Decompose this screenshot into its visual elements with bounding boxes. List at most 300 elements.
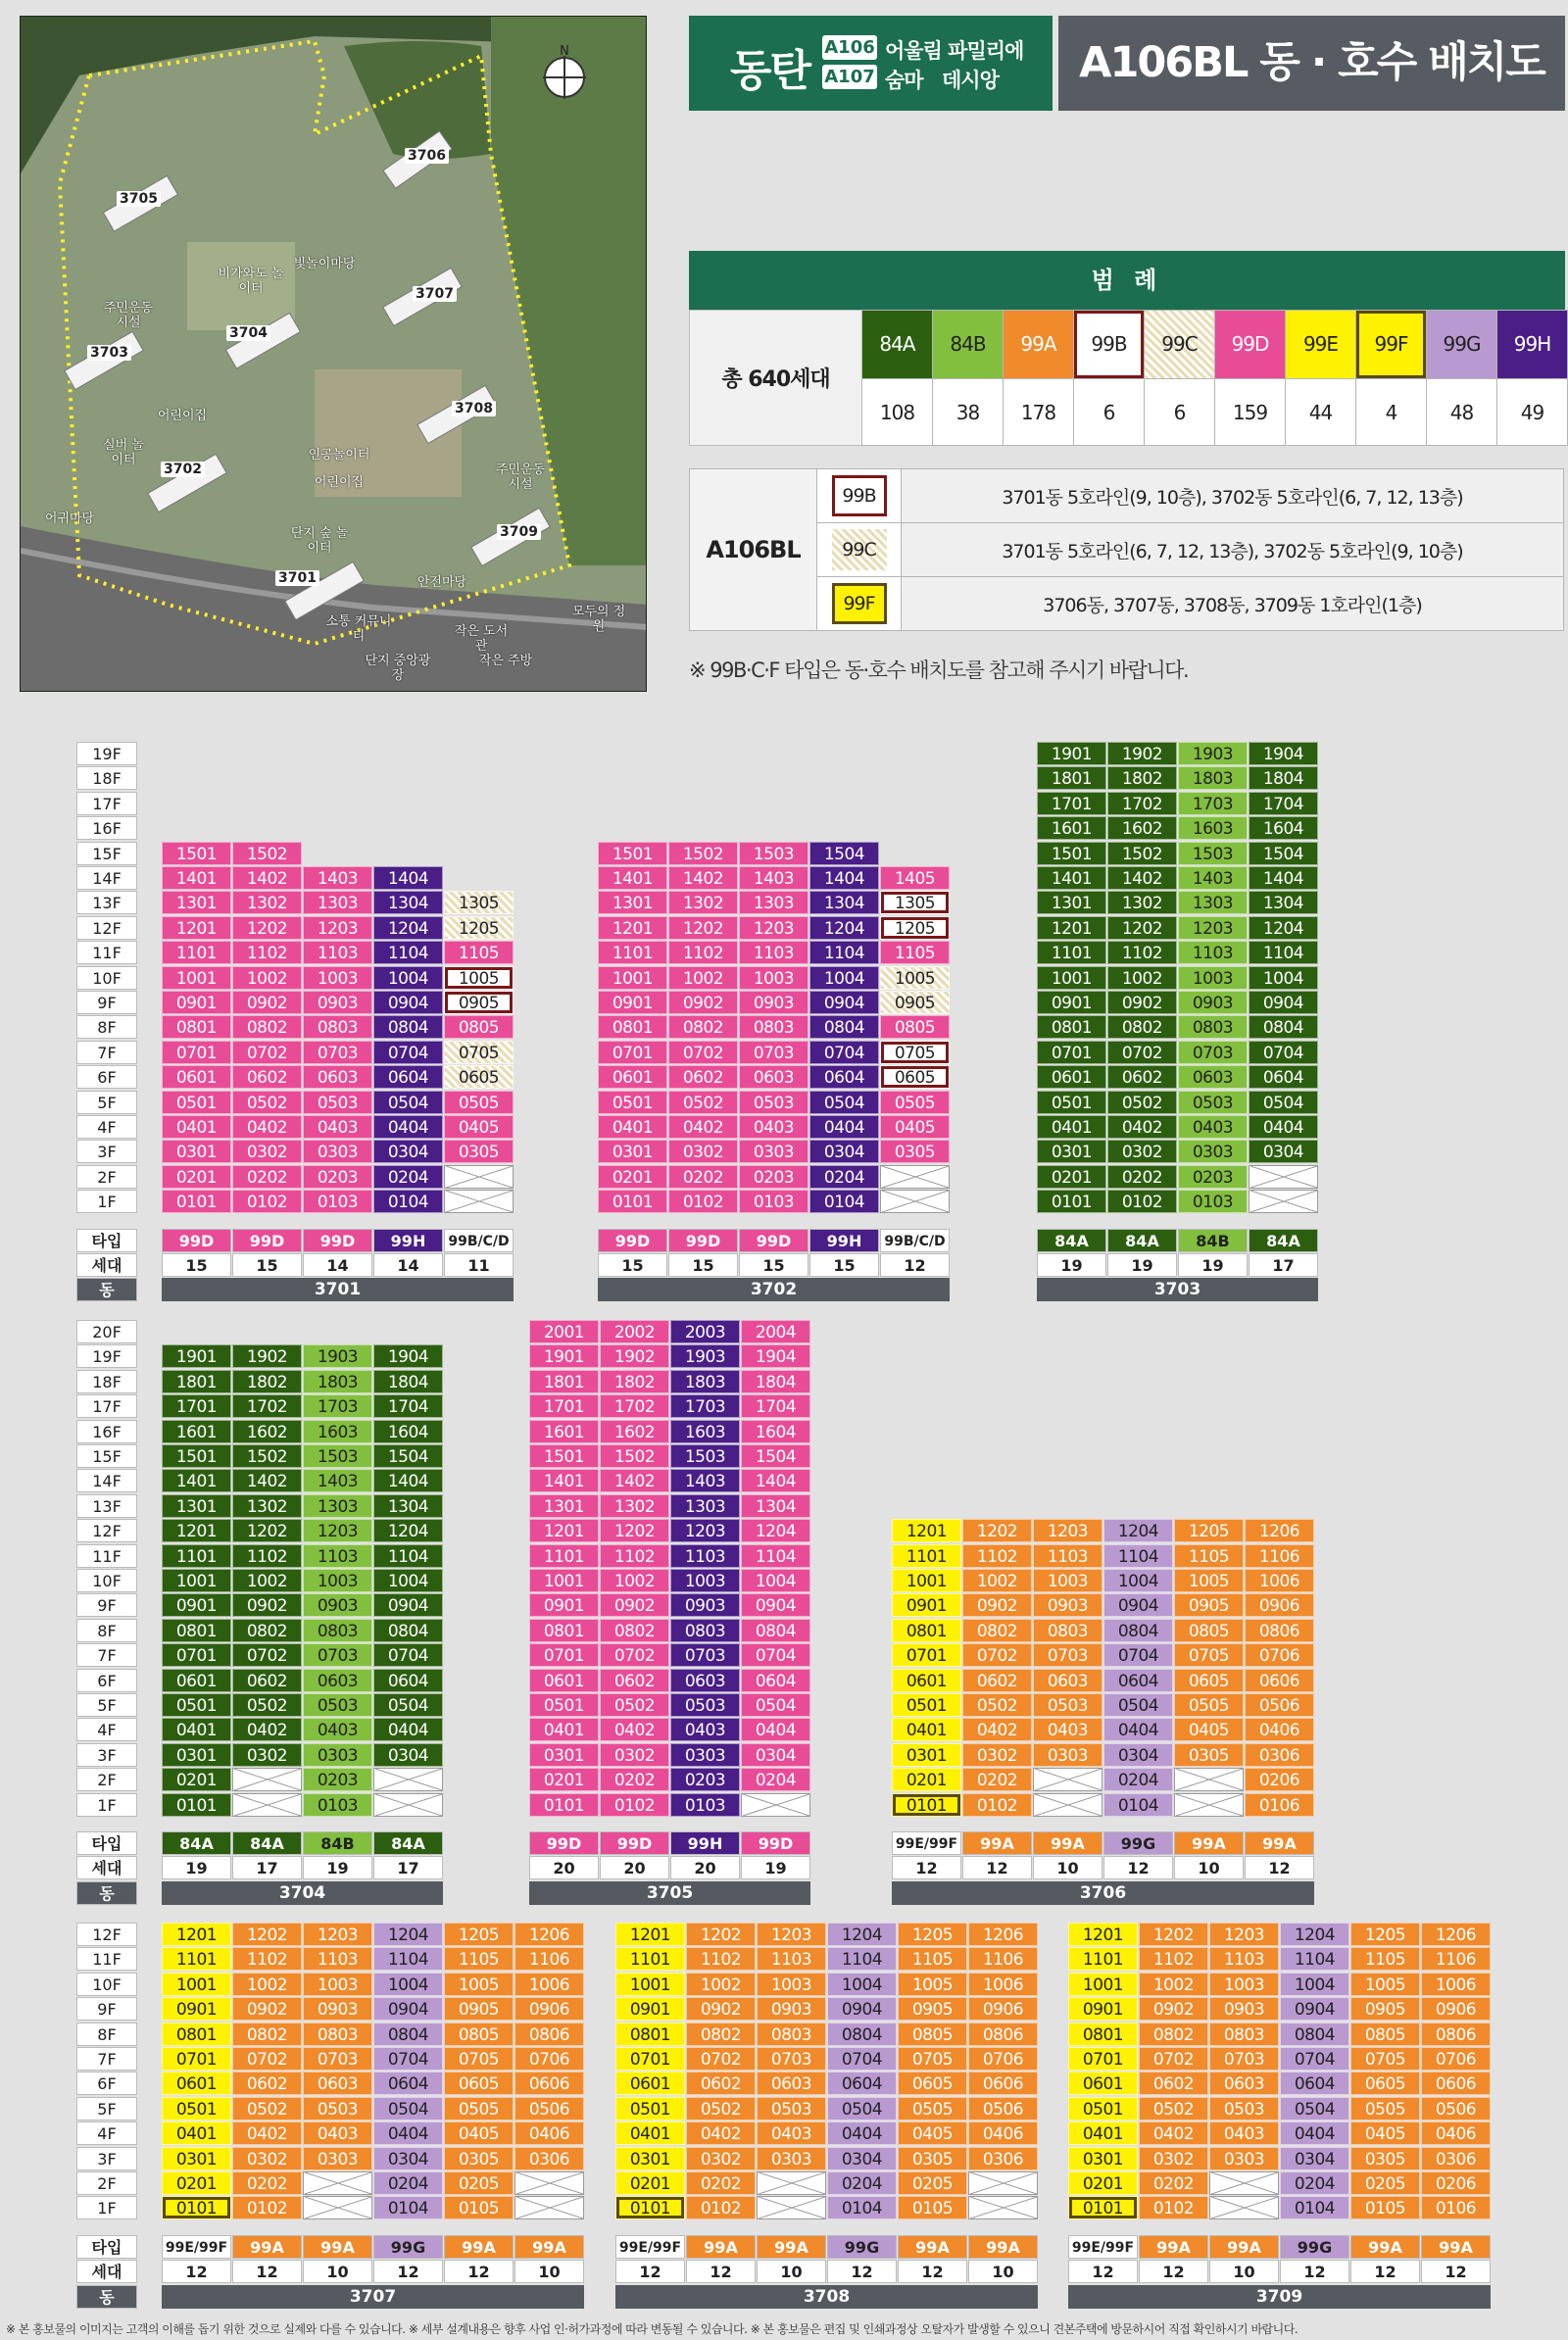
unit-3704-1803[interactable]: 1803	[303, 1370, 372, 1393]
unit-3706-1001[interactable]: 1001	[892, 1569, 961, 1592]
unit-3707-0204[interactable]: 0204	[373, 2171, 443, 2195]
unit-3703-0902[interactable]: 0902	[1107, 991, 1177, 1014]
unit-3708-1005[interactable]: 1005	[898, 1973, 967, 1996]
unit-3709-1102[interactable]: 1102	[1139, 1947, 1208, 1971]
unit-3709-1101[interactable]: 1101	[1068, 1947, 1138, 1971]
unit-3703-1202[interactable]: 1202	[1107, 916, 1177, 940]
unit-3705-1304[interactable]: 1304	[741, 1494, 810, 1518]
unit-3709-0903[interactable]: 0903	[1209, 1997, 1279, 2021]
unit-3705-1902[interactable]: 1902	[600, 1344, 669, 1368]
unit-3709-1002[interactable]: 1002	[1139, 1973, 1208, 1996]
unit-3708-1101[interactable]: 1101	[615, 1947, 685, 1971]
unit-3701-1101[interactable]: 1101	[162, 941, 231, 964]
unit-3706-0605[interactable]: 0605	[1174, 1669, 1244, 1692]
unit-3706-1203[interactable]: 1203	[1033, 1519, 1102, 1542]
unit-3707-0901[interactable]: 0901	[162, 1997, 231, 2021]
unit-3702-0104[interactable]: 0104	[809, 1190, 879, 1213]
unit-3706-0904[interactable]: 0904	[1103, 1593, 1173, 1617]
unit-3708-0703[interactable]: 0703	[757, 2047, 826, 2071]
unit-3709-0901[interactable]: 0901	[1068, 1997, 1138, 2021]
unit-3701-1502[interactable]: 1502	[232, 842, 302, 865]
unit-3705-1201[interactable]: 1201	[529, 1519, 599, 1542]
unit-3705-1402[interactable]: 1402	[600, 1469, 669, 1492]
unit-3707-1103[interactable]: 1103	[303, 1947, 372, 1971]
unit-3708-0204[interactable]: 0204	[827, 2171, 897, 2195]
unit-3703-0801[interactable]: 0801	[1037, 1015, 1106, 1039]
unit-3709-0201[interactable]: 0201	[1068, 2171, 1138, 2195]
unit-3706-1003[interactable]: 1003	[1033, 1569, 1102, 1592]
unit-3703-0901[interactable]: 0901	[1037, 991, 1106, 1014]
unit-3703-0402[interactable]: 0402	[1107, 1115, 1177, 1139]
unit-3709-0702[interactable]: 0702	[1139, 2047, 1208, 2071]
unit-3705-0303[interactable]: 0303	[670, 1743, 740, 1767]
unit-3709-0805[interactable]: 0805	[1350, 2023, 1420, 2046]
unit-3707-0705[interactable]: 0705	[444, 2047, 514, 2071]
unit-3702-0701[interactable]: 0701	[598, 1041, 667, 1064]
unit-3707-0205[interactable]: 0205	[444, 2171, 514, 2195]
unit-3702-0304[interactable]: 0304	[809, 1140, 879, 1163]
unit-3707-0804[interactable]: 0804	[373, 2023, 443, 2046]
unit-3705-0602[interactable]: 0602	[600, 1669, 669, 1692]
unit-3709-0404[interactable]: 0404	[1280, 2121, 1349, 2145]
unit-3705-0604[interactable]: 0604	[741, 1669, 810, 1692]
unit-3709-0601[interactable]: 0601	[1068, 2072, 1138, 2095]
unit-3707-0806[interactable]: 0806	[514, 2023, 584, 2046]
unit-3707-1205[interactable]: 1205	[444, 1923, 514, 1946]
unit-3703-1304[interactable]: 1304	[1249, 891, 1318, 914]
unit-3703-0201[interactable]: 0201	[1037, 1165, 1106, 1189]
unit-3702-0605[interactable]: 0605	[880, 1065, 950, 1089]
unit-3708-1106[interactable]: 1106	[968, 1947, 1038, 1971]
unit-3707-1102[interactable]: 1102	[232, 1947, 302, 1971]
unit-3701-1304[interactable]: 1304	[373, 891, 443, 914]
unit-3701-1104[interactable]: 1104	[373, 941, 443, 964]
unit-3702-0801[interactable]: 0801	[598, 1015, 667, 1039]
unit-3706-0301[interactable]: 0301	[892, 1743, 961, 1767]
unit-3703-1901[interactable]: 1901	[1037, 742, 1106, 765]
unit-3702-0703[interactable]: 0703	[739, 1041, 808, 1064]
unit-3707-0101[interactable]: 0101	[162, 2196, 231, 2219]
unit-3709-1001[interactable]: 1001	[1068, 1973, 1138, 1996]
unit-3706-1202[interactable]: 1202	[962, 1519, 1032, 1542]
unit-3704-1003[interactable]: 1003	[303, 1569, 372, 1592]
unit-3708-1201[interactable]: 1201	[615, 1923, 685, 1946]
unit-3703-0704[interactable]: 0704	[1249, 1041, 1318, 1064]
unit-3705-0901[interactable]: 0901	[529, 1593, 599, 1617]
unit-3706-0106[interactable]: 0106	[1245, 1793, 1314, 1817]
unit-3706-0404[interactable]: 0404	[1103, 1718, 1173, 1741]
unit-3706-0403[interactable]: 0403	[1033, 1718, 1102, 1741]
unit-3709-0403[interactable]: 0403	[1209, 2121, 1279, 2145]
unit-3702-1304[interactable]: 1304	[809, 891, 879, 914]
unit-3702-0704[interactable]: 0704	[809, 1041, 879, 1064]
unit-3705-1703[interactable]: 1703	[670, 1394, 740, 1418]
unit-3705-1602[interactable]: 1602	[600, 1420, 669, 1443]
unit-3706-0803[interactable]: 0803	[1033, 1619, 1102, 1642]
unit-3704-1601[interactable]: 1601	[162, 1420, 231, 1443]
unit-3707-0601[interactable]: 0601	[162, 2072, 231, 2095]
unit-3709-0603[interactable]: 0603	[1209, 2072, 1279, 2095]
unit-3707-0401[interactable]: 0401	[162, 2121, 231, 2145]
unit-3707-0903[interactable]: 0903	[303, 1997, 372, 2021]
unit-3702-1104[interactable]: 1104	[809, 941, 879, 964]
unit-3709-0604[interactable]: 0604	[1280, 2072, 1349, 2095]
unit-3704-0303[interactable]: 0303	[303, 1743, 372, 1767]
unit-3706-0206[interactable]: 0206	[1245, 1768, 1314, 1791]
unit-3705-1702[interactable]: 1702	[600, 1394, 669, 1418]
unit-3705-0503[interactable]: 0503	[670, 1693, 740, 1717]
unit-3701-1301[interactable]: 1301	[162, 891, 231, 914]
unit-3706-0801[interactable]: 0801	[892, 1619, 961, 1642]
unit-3706-0302[interactable]: 0302	[962, 1743, 1032, 1767]
unit-3703-1002[interactable]: 1002	[1107, 966, 1177, 990]
unit-3704-1302[interactable]: 1302	[232, 1494, 302, 1518]
unit-3707-1005[interactable]: 1005	[444, 1973, 514, 1996]
unit-3708-0201[interactable]: 0201	[615, 2171, 685, 2195]
unit-3704-1802[interactable]: 1802	[232, 1370, 302, 1393]
unit-3704-1102[interactable]: 1102	[232, 1544, 302, 1568]
unit-3702-1005[interactable]: 1005	[880, 966, 950, 990]
unit-3708-0506[interactable]: 0506	[968, 2097, 1038, 2121]
unit-3701-0605[interactable]: 0605	[444, 1065, 514, 1089]
unit-3707-0506[interactable]: 0506	[514, 2097, 584, 2121]
unit-3708-0704[interactable]: 0704	[827, 2047, 897, 2071]
unit-3706-0101[interactable]: 0101	[892, 1793, 961, 1817]
unit-3701-0202[interactable]: 0202	[232, 1165, 302, 1189]
unit-3703-1502[interactable]: 1502	[1107, 842, 1177, 865]
unit-3702-0504[interactable]: 0504	[809, 1091, 879, 1114]
unit-3707-0703[interactable]: 0703	[303, 2047, 372, 2071]
unit-3707-0702[interactable]: 0702	[232, 2047, 302, 2071]
unit-3705-1501[interactable]: 1501	[529, 1444, 599, 1468]
unit-3705-1901[interactable]: 1901	[529, 1344, 599, 1368]
unit-3705-1601[interactable]: 1601	[529, 1420, 599, 1443]
unit-3707-0102[interactable]: 0102	[232, 2196, 302, 2219]
unit-3705-1302[interactable]: 1302	[600, 1494, 669, 1518]
unit-3701-1001[interactable]: 1001	[162, 966, 231, 990]
unit-3709-0202[interactable]: 0202	[1139, 2171, 1208, 2195]
unit-3704-0602[interactable]: 0602	[232, 1669, 302, 1692]
unit-3709-0506[interactable]: 0506	[1421, 2097, 1491, 2121]
unit-3706-0703[interactable]: 0703	[1033, 1643, 1102, 1667]
unit-3709-0106[interactable]: 0106	[1421, 2196, 1491, 2219]
unit-3709-0606[interactable]: 0606	[1421, 2072, 1491, 2095]
unit-3707-0905[interactable]: 0905	[444, 1997, 514, 2021]
unit-3703-0602[interactable]: 0602	[1107, 1065, 1177, 1089]
unit-3703-1501[interactable]: 1501	[1037, 842, 1106, 865]
unit-3709-1004[interactable]: 1004	[1280, 1973, 1349, 1996]
unit-3703-0303[interactable]: 0303	[1178, 1140, 1248, 1163]
unit-3703-0101[interactable]: 0101	[1037, 1190, 1106, 1213]
unit-3707-0602[interactable]: 0602	[232, 2072, 302, 2095]
unit-3704-1504[interactable]: 1504	[373, 1444, 443, 1468]
unit-3701-0404[interactable]: 0404	[373, 1115, 443, 1139]
unit-3706-0505[interactable]: 0505	[1174, 1693, 1244, 1717]
unit-3702-1404[interactable]: 1404	[809, 866, 879, 890]
unit-3704-0902[interactable]: 0902	[232, 1593, 302, 1617]
unit-3709-1204[interactable]: 1204	[1280, 1923, 1349, 1946]
unit-3707-0803[interactable]: 0803	[303, 2023, 372, 2046]
unit-3705-0304[interactable]: 0304	[741, 1743, 810, 1767]
unit-3706-0606[interactable]: 0606	[1245, 1669, 1314, 1692]
unit-3707-0403[interactable]: 0403	[303, 2121, 372, 2145]
unit-3703-0102[interactable]: 0102	[1107, 1190, 1177, 1213]
unit-3701-1201[interactable]: 1201	[162, 916, 231, 940]
unit-3708-0102[interactable]: 0102	[686, 2196, 756, 2219]
unit-3706-0202[interactable]: 0202	[962, 1768, 1032, 1791]
unit-3704-1202[interactable]: 1202	[232, 1519, 302, 1542]
unit-3703-0502[interactable]: 0502	[1107, 1091, 1177, 1114]
unit-3705-1104[interactable]: 1104	[741, 1544, 810, 1568]
unit-3708-0602[interactable]: 0602	[686, 2072, 756, 2095]
unit-3706-1206[interactable]: 1206	[1245, 1519, 1314, 1542]
unit-3703-1804[interactable]: 1804	[1249, 766, 1318, 790]
unit-3705-1904[interactable]: 1904	[741, 1344, 810, 1368]
unit-3705-0603[interactable]: 0603	[670, 1669, 740, 1692]
unit-3701-0905[interactable]: 0905	[444, 991, 514, 1014]
unit-3707-0104[interactable]: 0104	[373, 2196, 443, 2219]
unit-3707-1206[interactable]: 1206	[514, 1923, 584, 1946]
unit-3703-0603[interactable]: 0603	[1178, 1065, 1248, 1089]
unit-3701-0502[interactable]: 0502	[232, 1091, 302, 1114]
unit-3709-0503[interactable]: 0503	[1209, 2097, 1279, 2121]
unit-3709-0906[interactable]: 0906	[1421, 1997, 1491, 2021]
unit-3709-1104[interactable]: 1104	[1280, 1947, 1349, 1971]
unit-3701-0901[interactable]: 0901	[162, 991, 231, 1014]
unit-3708-1103[interactable]: 1103	[757, 1947, 826, 1971]
unit-3707-0904[interactable]: 0904	[373, 1997, 443, 2021]
unit-3703-1604[interactable]: 1604	[1249, 816, 1318, 840]
unit-3705-1103[interactable]: 1103	[670, 1544, 740, 1568]
unit-3704-1702[interactable]: 1702	[232, 1394, 302, 1418]
unit-3707-0805[interactable]: 0805	[444, 2023, 514, 2046]
unit-3703-1503[interactable]: 1503	[1178, 842, 1248, 865]
unit-3708-0501[interactable]: 0501	[615, 2097, 685, 2121]
unit-3704-0401[interactable]: 0401	[162, 1718, 231, 1741]
unit-3709-0605[interactable]: 0605	[1350, 2072, 1420, 2095]
unit-3705-1303[interactable]: 1303	[670, 1494, 740, 1518]
unit-3704-0304[interactable]: 0304	[373, 1743, 443, 1767]
unit-3706-0705[interactable]: 0705	[1174, 1643, 1244, 1667]
unit-3709-0802[interactable]: 0802	[1139, 2023, 1208, 2046]
unit-3709-0105[interactable]: 0105	[1350, 2196, 1420, 2219]
unit-3709-0602[interactable]: 0602	[1139, 2072, 1208, 2095]
unit-3708-1206[interactable]: 1206	[968, 1923, 1038, 1946]
unit-3707-0605[interactable]: 0605	[444, 2072, 514, 2095]
unit-3703-0304[interactable]: 0304	[1249, 1140, 1318, 1163]
unit-3701-0503[interactable]: 0503	[303, 1091, 372, 1114]
unit-3709-0406[interactable]: 0406	[1421, 2121, 1491, 2145]
unit-3702-1301[interactable]: 1301	[598, 891, 667, 914]
unit-3702-1004[interactable]: 1004	[809, 966, 879, 990]
unit-3702-1203[interactable]: 1203	[739, 916, 808, 940]
unit-3706-0604[interactable]: 0604	[1103, 1669, 1173, 1692]
unit-3701-1404[interactable]: 1404	[373, 866, 443, 890]
unit-3702-1204[interactable]: 1204	[809, 916, 879, 940]
unit-3708-1104[interactable]: 1104	[827, 1947, 897, 1971]
unit-3703-0301[interactable]: 0301	[1037, 1140, 1106, 1163]
unit-3703-0504[interactable]: 0504	[1249, 1091, 1318, 1114]
unit-3704-0403[interactable]: 0403	[303, 1718, 372, 1741]
unit-3706-0406[interactable]: 0406	[1245, 1718, 1314, 1741]
unit-3704-0502[interactable]: 0502	[232, 1693, 302, 1717]
unit-3706-0201[interactable]: 0201	[892, 1768, 961, 1791]
unit-3702-0603[interactable]: 0603	[739, 1065, 808, 1089]
unit-3705-1403[interactable]: 1403	[670, 1469, 740, 1492]
unit-3701-0701[interactable]: 0701	[162, 1041, 231, 1064]
unit-3707-1003[interactable]: 1003	[303, 1973, 372, 1996]
unit-3704-0802[interactable]: 0802	[232, 1619, 302, 1642]
unit-3709-0304[interactable]: 0304	[1280, 2147, 1349, 2170]
unit-3707-1202[interactable]: 1202	[232, 1923, 302, 1946]
unit-3702-0901[interactable]: 0901	[598, 991, 667, 1014]
unit-3706-0504[interactable]: 0504	[1103, 1693, 1173, 1717]
unit-3703-0302[interactable]: 0302	[1107, 1140, 1177, 1163]
unit-3705-1002[interactable]: 1002	[600, 1569, 669, 1592]
unit-3701-1102[interactable]: 1102	[232, 941, 302, 964]
unit-3704-0704[interactable]: 0704	[373, 1643, 443, 1667]
unit-3705-0702[interactable]: 0702	[600, 1643, 669, 1667]
unit-3706-0603[interactable]: 0603	[1033, 1669, 1102, 1692]
unit-3709-1205[interactable]: 1205	[1350, 1923, 1420, 1946]
unit-3704-1904[interactable]: 1904	[373, 1344, 443, 1368]
unit-3704-1401[interactable]: 1401	[162, 1469, 231, 1492]
unit-3702-0502[interactable]: 0502	[668, 1091, 738, 1114]
unit-3706-0104[interactable]: 0104	[1103, 1793, 1173, 1817]
unit-3703-0702[interactable]: 0702	[1107, 1041, 1177, 1064]
unit-3709-0704[interactable]: 0704	[1280, 2047, 1349, 2071]
unit-3707-0306[interactable]: 0306	[514, 2147, 584, 2170]
unit-3704-0801[interactable]: 0801	[162, 1619, 231, 1642]
unit-3701-0301[interactable]: 0301	[162, 1140, 231, 1163]
unit-3709-1005[interactable]: 1005	[1350, 1973, 1420, 1996]
unit-3703-1703[interactable]: 1703	[1178, 792, 1248, 815]
unit-3701-0702[interactable]: 0702	[232, 1041, 302, 1064]
unit-3704-0504[interactable]: 0504	[373, 1693, 443, 1717]
unit-3707-0302[interactable]: 0302	[232, 2147, 302, 2170]
unit-3702-1105[interactable]: 1105	[880, 941, 950, 964]
unit-3702-1405[interactable]: 1405	[880, 866, 950, 890]
unit-3707-0406[interactable]: 0406	[514, 2121, 584, 2145]
unit-3708-0801[interactable]: 0801	[615, 2023, 685, 2046]
unit-3702-0604[interactable]: 0604	[809, 1065, 879, 1089]
unit-3708-0903[interactable]: 0903	[757, 1997, 826, 2021]
unit-3708-0205[interactable]: 0205	[898, 2171, 967, 2195]
unit-3708-0503[interactable]: 0503	[757, 2097, 826, 2121]
unit-3705-1704[interactable]: 1704	[741, 1394, 810, 1418]
unit-3701-0504[interactable]: 0504	[373, 1091, 443, 1114]
unit-3708-0105[interactable]: 0105	[898, 2196, 967, 2219]
unit-3705-0903[interactable]: 0903	[670, 1593, 740, 1617]
unit-3703-1702[interactable]: 1702	[1107, 792, 1177, 815]
unit-3706-1201[interactable]: 1201	[892, 1519, 961, 1542]
unit-3703-0203[interactable]: 0203	[1178, 1165, 1248, 1189]
unit-3705-1802[interactable]: 1802	[600, 1370, 669, 1393]
unit-3702-1303[interactable]: 1303	[739, 891, 808, 914]
unit-3706-1002[interactable]: 1002	[962, 1569, 1032, 1592]
unit-3707-1106[interactable]: 1106	[514, 1947, 584, 1971]
unit-3706-1103[interactable]: 1103	[1033, 1544, 1102, 1568]
unit-3706-0601[interactable]: 0601	[892, 1669, 961, 1692]
unit-3703-0701[interactable]: 0701	[1037, 1041, 1106, 1064]
unit-3706-0102[interactable]: 0102	[962, 1793, 1032, 1817]
unit-3704-0901[interactable]: 0901	[162, 1593, 231, 1617]
unit-3709-0801[interactable]: 0801	[1068, 2023, 1138, 2046]
unit-3701-0805[interactable]: 0805	[444, 1015, 514, 1039]
unit-3709-1103[interactable]: 1103	[1209, 1947, 1279, 1971]
unit-3704-1104[interactable]: 1104	[373, 1544, 443, 1568]
unit-3701-1005[interactable]: 1005	[444, 966, 514, 990]
unit-3706-0701[interactable]: 0701	[892, 1643, 961, 1667]
unit-3703-1504[interactable]: 1504	[1249, 842, 1318, 865]
unit-3704-1902[interactable]: 1902	[232, 1344, 302, 1368]
unit-3706-0706[interactable]: 0706	[1245, 1643, 1314, 1667]
unit-3707-0303[interactable]: 0303	[303, 2147, 372, 2170]
unit-3701-1004[interactable]: 1004	[373, 966, 443, 990]
unit-3706-0503[interactable]: 0503	[1033, 1693, 1102, 1717]
unit-3708-0604[interactable]: 0604	[827, 2072, 897, 2095]
unit-3708-0202[interactable]: 0202	[686, 2171, 756, 2195]
unit-3701-0304[interactable]: 0304	[373, 1140, 443, 1163]
unit-3709-0804[interactable]: 0804	[1280, 2023, 1349, 2046]
unit-3705-1603[interactable]: 1603	[670, 1420, 740, 1443]
unit-3705-1003[interactable]: 1003	[670, 1569, 740, 1592]
unit-3704-0903[interactable]: 0903	[303, 1593, 372, 1617]
unit-3708-1003[interactable]: 1003	[757, 1973, 826, 1996]
unit-3708-0104[interactable]: 0104	[827, 2196, 897, 2219]
unit-3704-0302[interactable]: 0302	[232, 1743, 302, 1767]
unit-3704-1301[interactable]: 1301	[162, 1494, 231, 1518]
unit-3708-0505[interactable]: 0505	[898, 2097, 967, 2121]
unit-3703-1001[interactable]: 1001	[1037, 966, 1106, 990]
unit-3701-0601[interactable]: 0601	[162, 1065, 231, 1089]
unit-3701-0705[interactable]: 0705	[444, 1041, 514, 1064]
unit-3702-1002[interactable]: 1002	[668, 966, 738, 990]
unit-3705-0703[interactable]: 0703	[670, 1643, 740, 1667]
unit-3703-0604[interactable]: 0604	[1249, 1065, 1318, 1089]
unit-3705-0802[interactable]: 0802	[600, 1619, 669, 1642]
unit-3707-0902[interactable]: 0902	[232, 1997, 302, 2021]
unit-3705-0103[interactable]: 0103	[670, 1793, 740, 1817]
unit-3704-0103[interactable]: 0103	[303, 1793, 372, 1817]
unit-3707-1002[interactable]: 1002	[232, 1973, 302, 1996]
unit-3703-1402[interactable]: 1402	[1107, 866, 1177, 890]
unit-3709-1106[interactable]: 1106	[1421, 1947, 1491, 1971]
unit-3707-0704[interactable]: 0704	[373, 2047, 443, 2071]
unit-3703-1101[interactable]: 1101	[1037, 941, 1106, 964]
unit-3703-1701[interactable]: 1701	[1037, 792, 1106, 815]
unit-3703-1102[interactable]: 1102	[1107, 941, 1177, 964]
unit-3706-0402[interactable]: 0402	[962, 1718, 1032, 1741]
unit-3707-0906[interactable]: 0906	[514, 1997, 584, 2021]
unit-3705-0302[interactable]: 0302	[600, 1743, 669, 1767]
unit-3702-0305[interactable]: 0305	[880, 1140, 950, 1163]
unit-3704-1304[interactable]: 1304	[373, 1494, 443, 1518]
unit-3701-1501[interactable]: 1501	[162, 842, 231, 865]
unit-3708-1203[interactable]: 1203	[757, 1923, 826, 1946]
unit-3709-1206[interactable]: 1206	[1421, 1923, 1491, 1946]
unit-3703-1704[interactable]: 1704	[1249, 792, 1318, 815]
unit-3706-0501[interactable]: 0501	[892, 1693, 961, 1717]
unit-3707-0603[interactable]: 0603	[303, 2072, 372, 2095]
unit-3707-1001[interactable]: 1001	[162, 1973, 231, 1996]
unit-3706-0506[interactable]: 0506	[1245, 1693, 1314, 1717]
unit-3709-0204[interactable]: 0204	[1280, 2171, 1349, 2195]
unit-3705-2003[interactable]: 2003	[670, 1320, 740, 1343]
unit-3701-1105[interactable]: 1105	[444, 941, 514, 964]
unit-3703-0401[interactable]: 0401	[1037, 1115, 1106, 1139]
unit-3703-1201[interactable]: 1201	[1037, 916, 1106, 940]
